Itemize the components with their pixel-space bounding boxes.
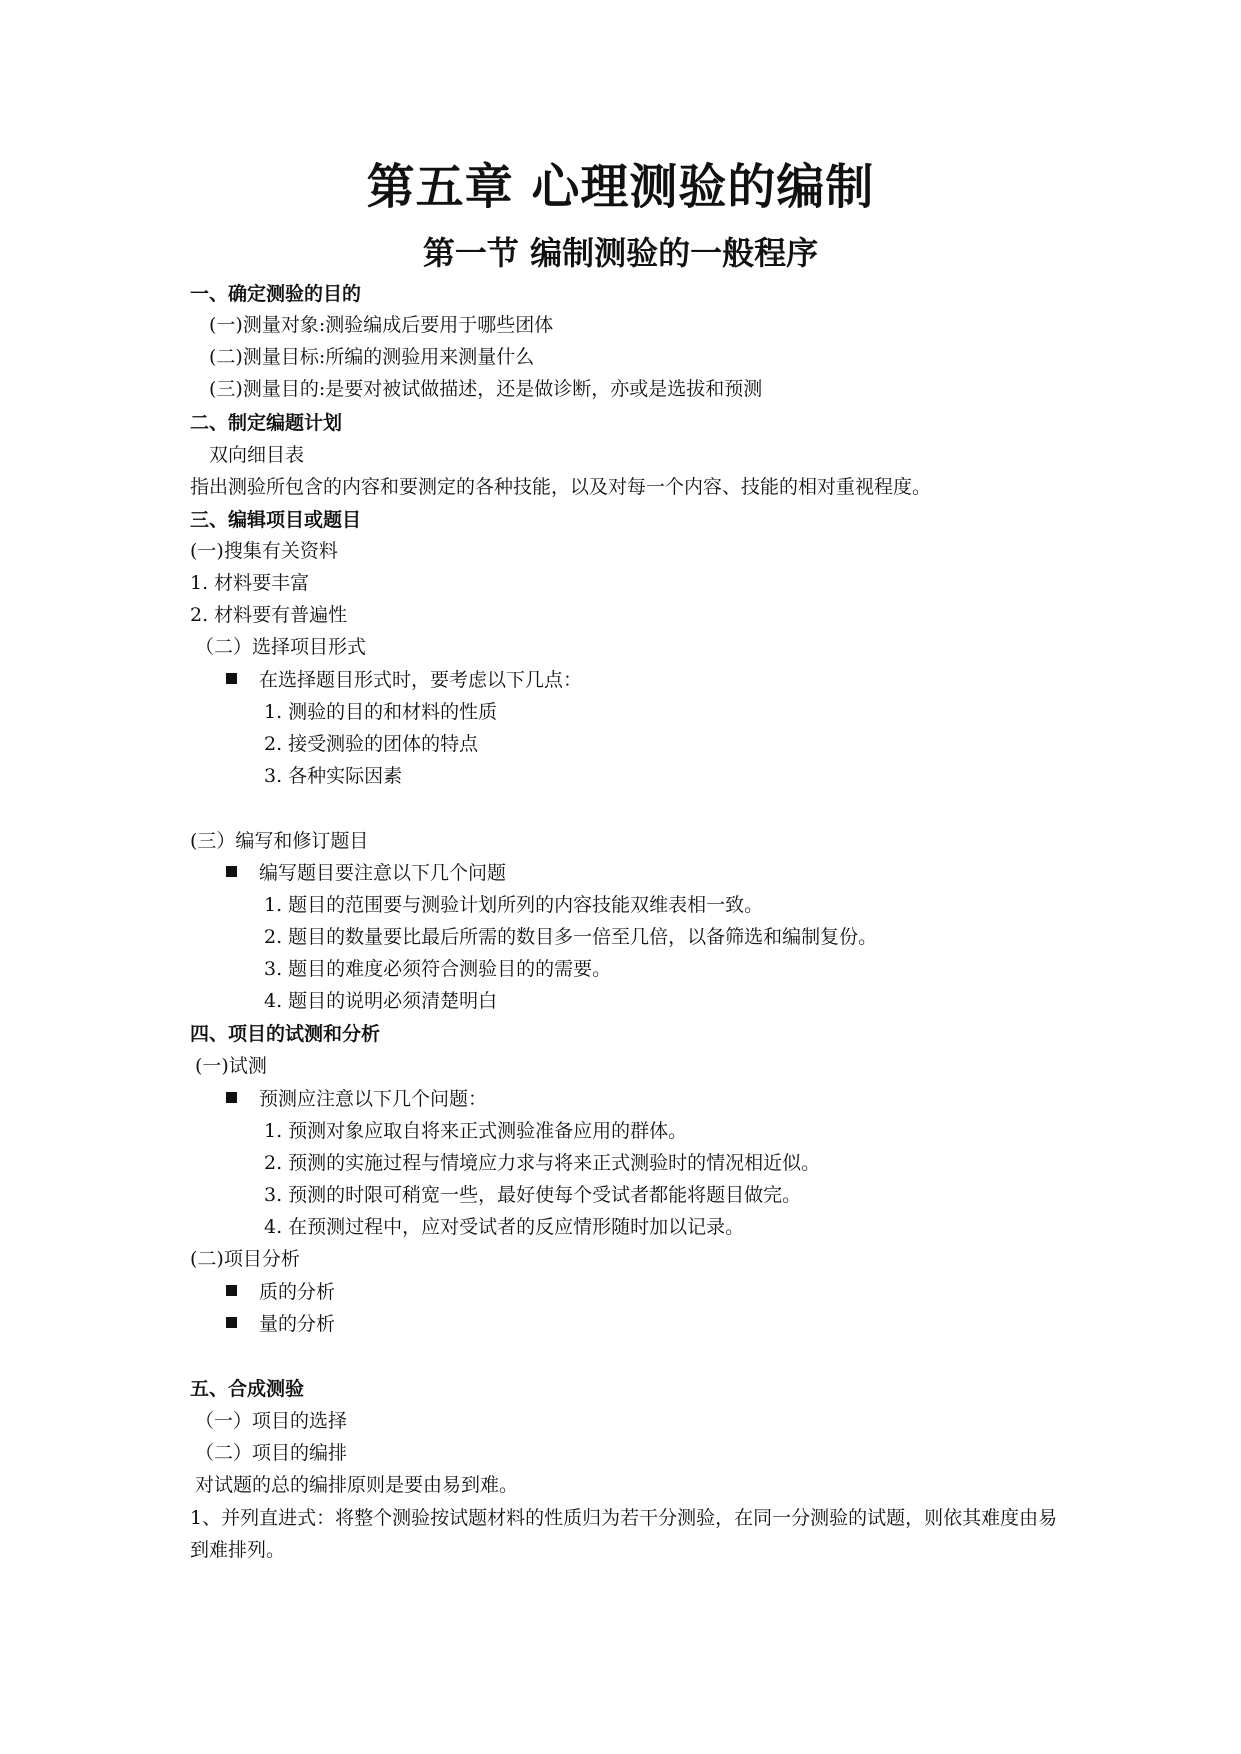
s3-p3-bullet: [226, 861, 506, 885]
s4-p2-bullet-2: [226, 1312, 335, 1336]
s4-p1-item-3: 3. 预测的时限可稍宽一些，最好使每个受试者都能将题目做完。: [264, 1184, 802, 1206]
s3-p2-bullet: [226, 668, 582, 692]
s1-item-2: (二)测量目标:所编的测验用来测量什么: [209, 346, 535, 368]
s4-p1-item-4: 4. 在预测过程中，应对受试者的反应情形随时加以记录。: [264, 1216, 745, 1238]
s1-item-3: (三)测量目的:是要对被试做描述，还是做诊断，亦或是选拔和预测: [209, 378, 763, 400]
s4-p1-item-2: 2. 预测的实施过程与情境应力求与将来正式测验时的情况相近似。: [264, 1152, 821, 1174]
s3-p3-item-2: 2. 题目的数量要比最后所需的数目多一倍至几倍，以备筛选和编制复份。: [264, 926, 878, 948]
heading-s1: 一、确定测验的目的: [190, 283, 362, 305]
s5-principle: 对试题的总的编排原则是要由易到难。: [195, 1474, 519, 1496]
s3-p2: （二）选择项目形式: [195, 636, 367, 658]
square-bullet-icon: [226, 673, 237, 684]
s3-p1: (一)搜集有关资料: [190, 540, 338, 562]
chapter-title: 第五章 心理测验的编制: [366, 159, 875, 215]
s4-p1-bullet: [226, 1087, 487, 1111]
s3-p3: (三）编写和修订题目: [190, 830, 369, 852]
s2-desc: 指出测验所包含的内容和要测定的各种技能，以及对每一个内容、技能的相对重视程度。: [190, 476, 932, 498]
s5-p1: （一）项目的选择: [195, 1410, 348, 1432]
s5-p2: （二）项目的编排: [195, 1442, 348, 1464]
s3-p3-item-4: 4. 题目的说明必须清楚明白: [264, 990, 498, 1012]
square-bullet-icon: [226, 1092, 237, 1103]
s4-p1-item-1: 1. 预测对象应取自将来正式测验准备应用的群体。: [264, 1120, 688, 1142]
section-title: 第一节 编制测验的一般程序: [422, 234, 819, 272]
bullet-text: 预测应注意以下几个问题：: [259, 1088, 488, 1110]
s3-p2-item-3: 3. 各种实际因素: [264, 765, 403, 787]
bullet-text: 量的分析: [259, 1313, 336, 1335]
s2-sub: 双向细目表: [209, 444, 305, 466]
square-bullet-icon: [226, 866, 237, 877]
s1-item-1: (一)测量对象:测验编成后要用于哪些团体: [209, 314, 554, 336]
heading-s3: 三、编辑项目或题目: [190, 509, 362, 531]
s3-p1-item-2: 2. 材料要有普遍性: [190, 604, 348, 626]
bullet-text: 质的分析: [259, 1281, 336, 1303]
s3-p3-item-3: 3. 题目的难度必须符合测验目的的需要。: [264, 958, 612, 980]
square-bullet-icon: [226, 1317, 237, 1328]
square-bullet-icon: [226, 1285, 237, 1296]
s3-p2-item-1: 1. 测验的目的和材料的性质: [264, 701, 498, 723]
heading-s2: 二、制定编题计划: [190, 412, 343, 434]
s3-p3-item-1: 1. 题目的范围要与测验计划所列的内容技能双维表相一致。: [264, 894, 764, 916]
s4-p2-bullet-1: [226, 1280, 335, 1304]
bullet-text: 编写题目要注意以下几个问题: [259, 862, 507, 884]
s5-item-1: 1、并列直进式：将整个测验按试题材料的性质归为若干分测验，在同一分测验的试题，则依其难度由易到难排列。: [190, 1507, 1058, 1561]
s3-p2-item-2: 2. 接受测验的团体的特点: [264, 733, 479, 755]
s4-p2: (二)项目分析: [190, 1248, 300, 1270]
s4-p1: (一)试测: [195, 1055, 267, 1077]
bullet-text: 在选择题目形式时，要考虑以下几点：: [259, 669, 583, 691]
s3-p1-item-1: 1. 材料要丰富: [190, 572, 310, 594]
heading-s5: 五、合成测验: [190, 1378, 305, 1400]
heading-s4: 四、项目的试测和分析: [190, 1023, 381, 1045]
